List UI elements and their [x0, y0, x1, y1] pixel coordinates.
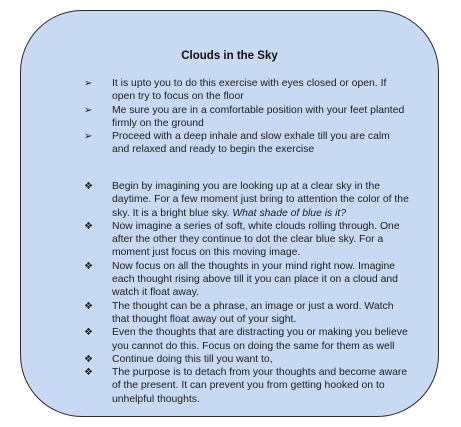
card-title: Clouds in the Sky: [181, 50, 278, 62]
instruction-card: [20, 10, 439, 417]
intro-item: [84, 130, 410, 157]
diamond-bullet-icon: ❖: [84, 260, 93, 272]
intro-item: [84, 77, 410, 104]
step-item-text: Now focus on all the thoughts in your mind right now. Imagine each thought rising above till it you can place it on a cloud and watch it float away.: [112, 260, 398, 299]
arrow-bullet-icon: ➢: [84, 78, 93, 89]
intro-list: [84, 77, 410, 157]
step-item: [84, 180, 410, 220]
step-item-text: Begin by imagining you are looking up at a clear sky in the daytime. For a few moment just bring to attention the color of the sky. It is a bright blue sky.: [112, 181, 409, 219]
intro-item: [84, 104, 410, 131]
step-item-text: Even the thoughts that are distracting you or making you believe you cannot do this. Focus on doing the same for them as well: [112, 327, 408, 352]
arrow-bullet-icon: ➢: [84, 104, 93, 116]
diamond-bullet-icon: ❖: [84, 181, 93, 192]
step-item: [84, 366, 410, 406]
intro-item-text: It is upto you to do this exercise with eyes closed or open. If open try to focus on the floor: [112, 78, 387, 103]
diamond-bullet-icon: ❖: [84, 300, 93, 312]
steps-list: [84, 180, 410, 406]
diamond-bullet-icon: ❖: [84, 367, 93, 379]
step-item-text: Now imagine a series of soft, white clouds rolling through. One after the other they continue to dot the clear blue sky. For a moment just focus on this moving image.: [112, 220, 400, 259]
step-item-italic-question: What shade of blue is it?: [232, 207, 347, 219]
diamond-bullet-icon: ❖: [84, 327, 93, 339]
intro-item-text: Proceed with a deep inhale and slow exhale till you are calm and relaxed and ready to begin the exercise: [112, 131, 390, 156]
step-item-text: The purpose is to detach from your thoughts and become aware of the present. It can prevent you from getting hooked on to unhelpful thoughts.: [112, 367, 408, 405]
step-item: [84, 353, 410, 366]
step-item: [84, 300, 410, 327]
step-item-text: The thought can be a phrase, an image or just a word. Watch that thought float away out of your sight.: [112, 300, 394, 325]
diamond-bullet-icon: ❖: [84, 220, 93, 232]
diamond-bullet-icon: ❖: [84, 353, 93, 365]
intro-item-text: Me sure you are in a comfortable position with your feet planted firmly on the ground: [112, 104, 405, 129]
step-item-text: Continue doing this till you want to,: [112, 353, 273, 365]
step-item: [84, 220, 410, 260]
arrow-bullet-icon: ➢: [84, 131, 93, 143]
step-item: [84, 326, 410, 353]
step-item: [84, 260, 410, 300]
